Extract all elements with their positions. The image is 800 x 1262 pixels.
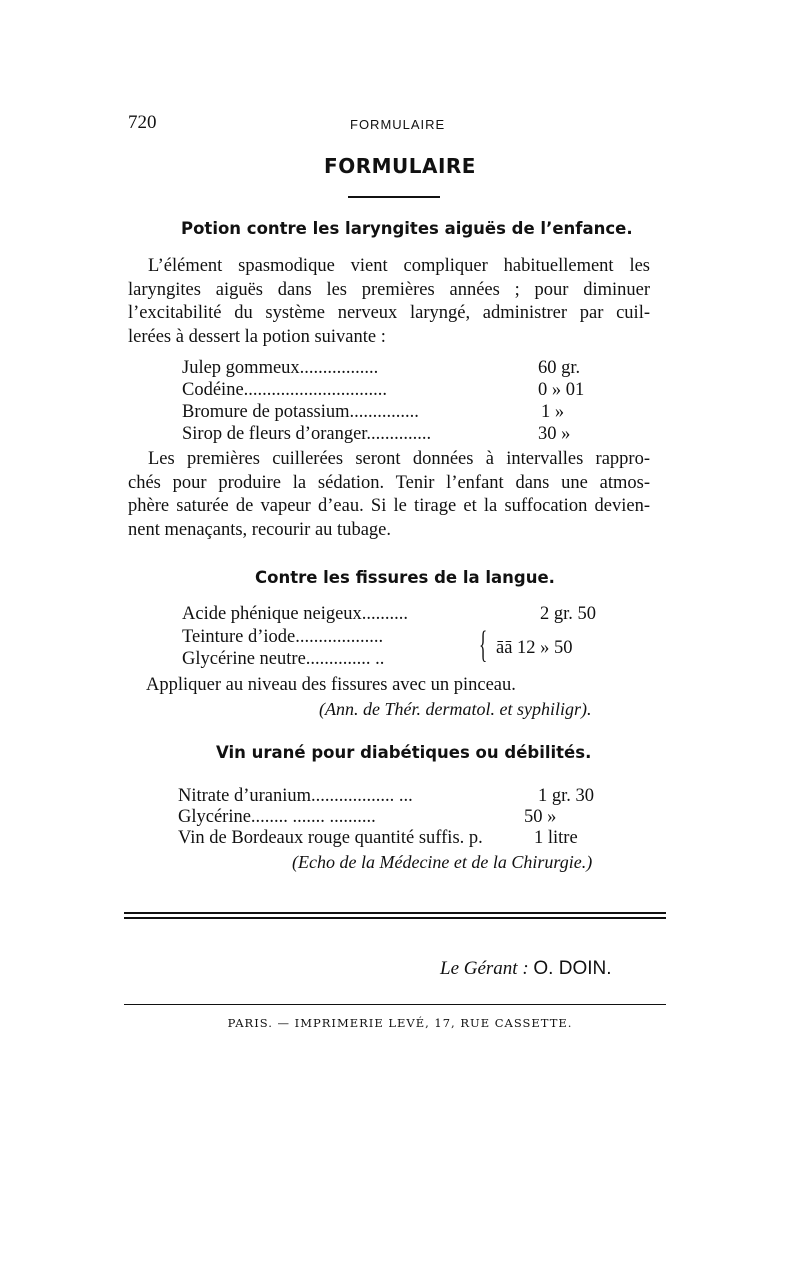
ingredient-name: Sirop de fleurs d’oranger.............. — [182, 424, 432, 444]
gerant-signature — [440, 958, 612, 980]
printer-imprint: PARIS. — IMPRIMERIE LEVÉ, 17, RUE CASSETTE. — [227, 1016, 573, 1030]
instruction-line: nent menaçants, recourir au tubage. — [128, 519, 391, 540]
ingredient-name: Codéine............................... — [182, 380, 388, 400]
ingredient-qty: 1 » — [541, 402, 565, 422]
ingredient-name: Bromure de potassium............... — [182, 402, 419, 422]
intro-line: l’excitabilité du système nerveux laryngé, administrer par cuil- — [128, 303, 650, 323]
ingredient-name: Acide phénique neigeux.......... — [182, 604, 409, 624]
recipe-heading-laryngites: Potion contre les laryngites aiguës de l’enfance. — [181, 219, 633, 238]
footer-rule — [124, 1004, 666, 1005]
recipe-heading-vin-urane: Vin urané pour diabétiques ou débilités. — [216, 743, 592, 762]
ingredient-name: Vin de Bordeaux rouge quantité suffis. p. — [178, 828, 483, 848]
source-citation: (Echo de la Médecine et de la Chirurgie.) — [292, 852, 593, 872]
ingredient-qty: 0 » 01 — [538, 380, 585, 400]
ingredient-qty: 50 » — [524, 807, 557, 827]
instruction-line: Les premières cuillerées seront données à intervalles rappro- — [148, 449, 650, 469]
ingredient-name: Julep gommeux................. — [182, 358, 379, 378]
page-number: 720 — [128, 112, 157, 133]
section-title: FORMULAIRE — [324, 154, 476, 178]
gerant-separator: : — [522, 958, 529, 979]
title-rule — [348, 196, 440, 198]
source-citation: (Ann. de Thér. dermatol. et syphiligr). — [319, 699, 592, 719]
recipe-heading-fissures: Contre les fissures de la langue. — [255, 568, 555, 587]
application-instruction: Appliquer au niveau des fissures avec un pinceau. — [146, 675, 516, 695]
ingredient-qty: 1 litre — [534, 828, 578, 848]
running-head-title: FORMULAIRE — [350, 117, 446, 132]
ingredient-qty: āā 12 » 50 — [496, 638, 573, 658]
recipe-intro — [128, 255, 650, 349]
recipe-instructions — [128, 448, 650, 542]
ingredient-qty: 2 gr. 50 — [540, 604, 597, 624]
intro-line: laryngites aiguës dans les premières années ; pour diminuer — [128, 279, 650, 300]
instruction-line: chés pour produire la sédation. Tenir l’enfant dans une atmos- — [128, 472, 650, 493]
ingredient-name: Teinture d’iode................... — [182, 627, 384, 647]
double-rule-top — [124, 912, 666, 914]
intro-line: L’élément spasmodique vient compliquer habituellement les — [148, 256, 650, 276]
brace-symbol: { — [479, 624, 488, 666]
gerant-label: Le Gérant — [440, 958, 518, 979]
ingredient-name: Nitrate d’uranium.................. ... — [178, 786, 413, 806]
gerant-name: O. DOIN. — [533, 958, 612, 979]
instruction-line: phère saturée de vapeur d’eau. Si le tirage et la suffocation devien- — [128, 496, 650, 516]
ingredient-name: Glycérine........ ....... .......... — [178, 807, 376, 827]
ingredient-qty: 60 gr. — [538, 358, 581, 378]
double-rule-bottom — [124, 917, 666, 919]
ingredient-name: Glycérine neutre.............. .. — [182, 649, 385, 669]
intro-line: lerées à dessert la potion suivante : — [128, 326, 386, 347]
ingredient-qty: 30 » — [538, 424, 571, 444]
ingredient-qty: 1 gr. 30 — [538, 786, 595, 806]
